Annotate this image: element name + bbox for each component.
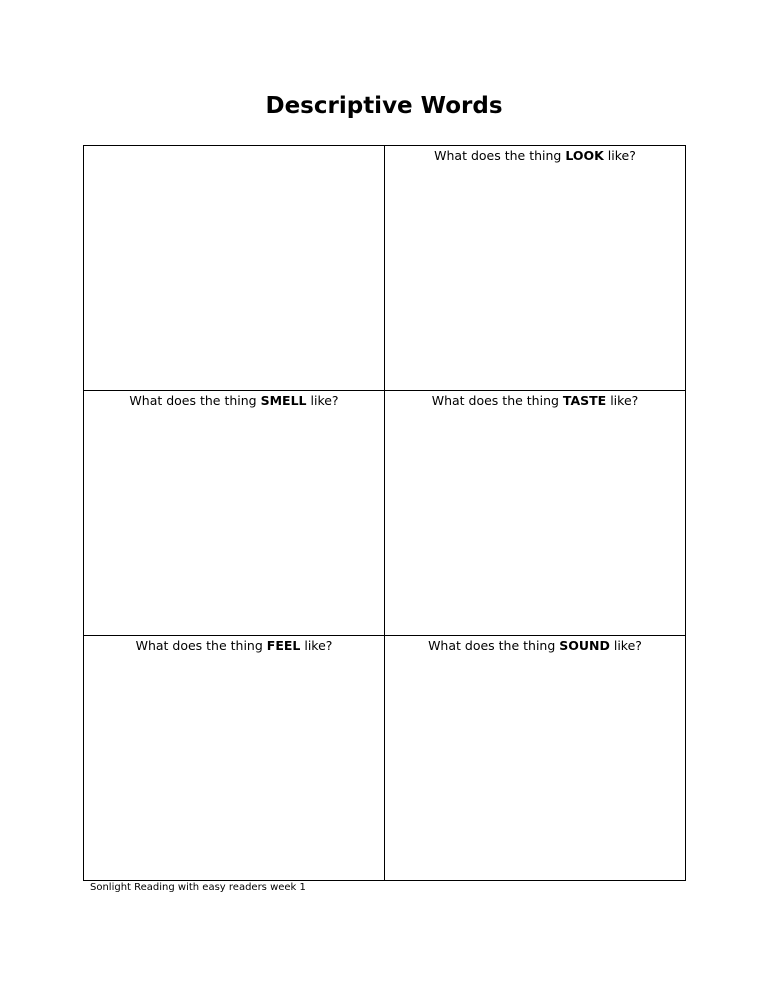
- cell-taste[interactable]: [385, 391, 686, 636]
- worksheet-grid: [83, 145, 686, 881]
- page-title: Descriptive Words: [265, 93, 503, 119]
- cell-prefix: What does the thing: [135, 638, 267, 653]
- cell-suffix: like?: [606, 393, 639, 408]
- cell-feel[interactable]: [84, 636, 385, 881]
- cell-keyword: SMELL: [260, 393, 307, 408]
- cell-smell[interactable]: [84, 391, 385, 636]
- cell-look[interactable]: [385, 146, 686, 391]
- cell-prefix: What does the thing: [434, 148, 566, 163]
- footer-note: Sonlight Reading with easy readers week 1: [90, 882, 306, 893]
- cell-keyword: FEEL: [266, 638, 301, 653]
- cell-blank[interactable]: [84, 146, 385, 391]
- cell-suffix: like?: [300, 638, 333, 653]
- cell-suffix: like?: [306, 393, 339, 408]
- cell-sound[interactable]: [385, 636, 686, 881]
- cell-prefix: What does the thing: [428, 638, 560, 653]
- cell-keyword: TASTE: [562, 393, 607, 408]
- cell-keyword: SOUND: [559, 638, 610, 653]
- cell-prefix: What does the thing: [431, 393, 563, 408]
- cell-keyword: LOOK: [565, 148, 604, 163]
- cell-suffix: like?: [609, 638, 642, 653]
- cell-suffix: like?: [603, 148, 636, 163]
- cell-prefix: What does the thing: [129, 393, 261, 408]
